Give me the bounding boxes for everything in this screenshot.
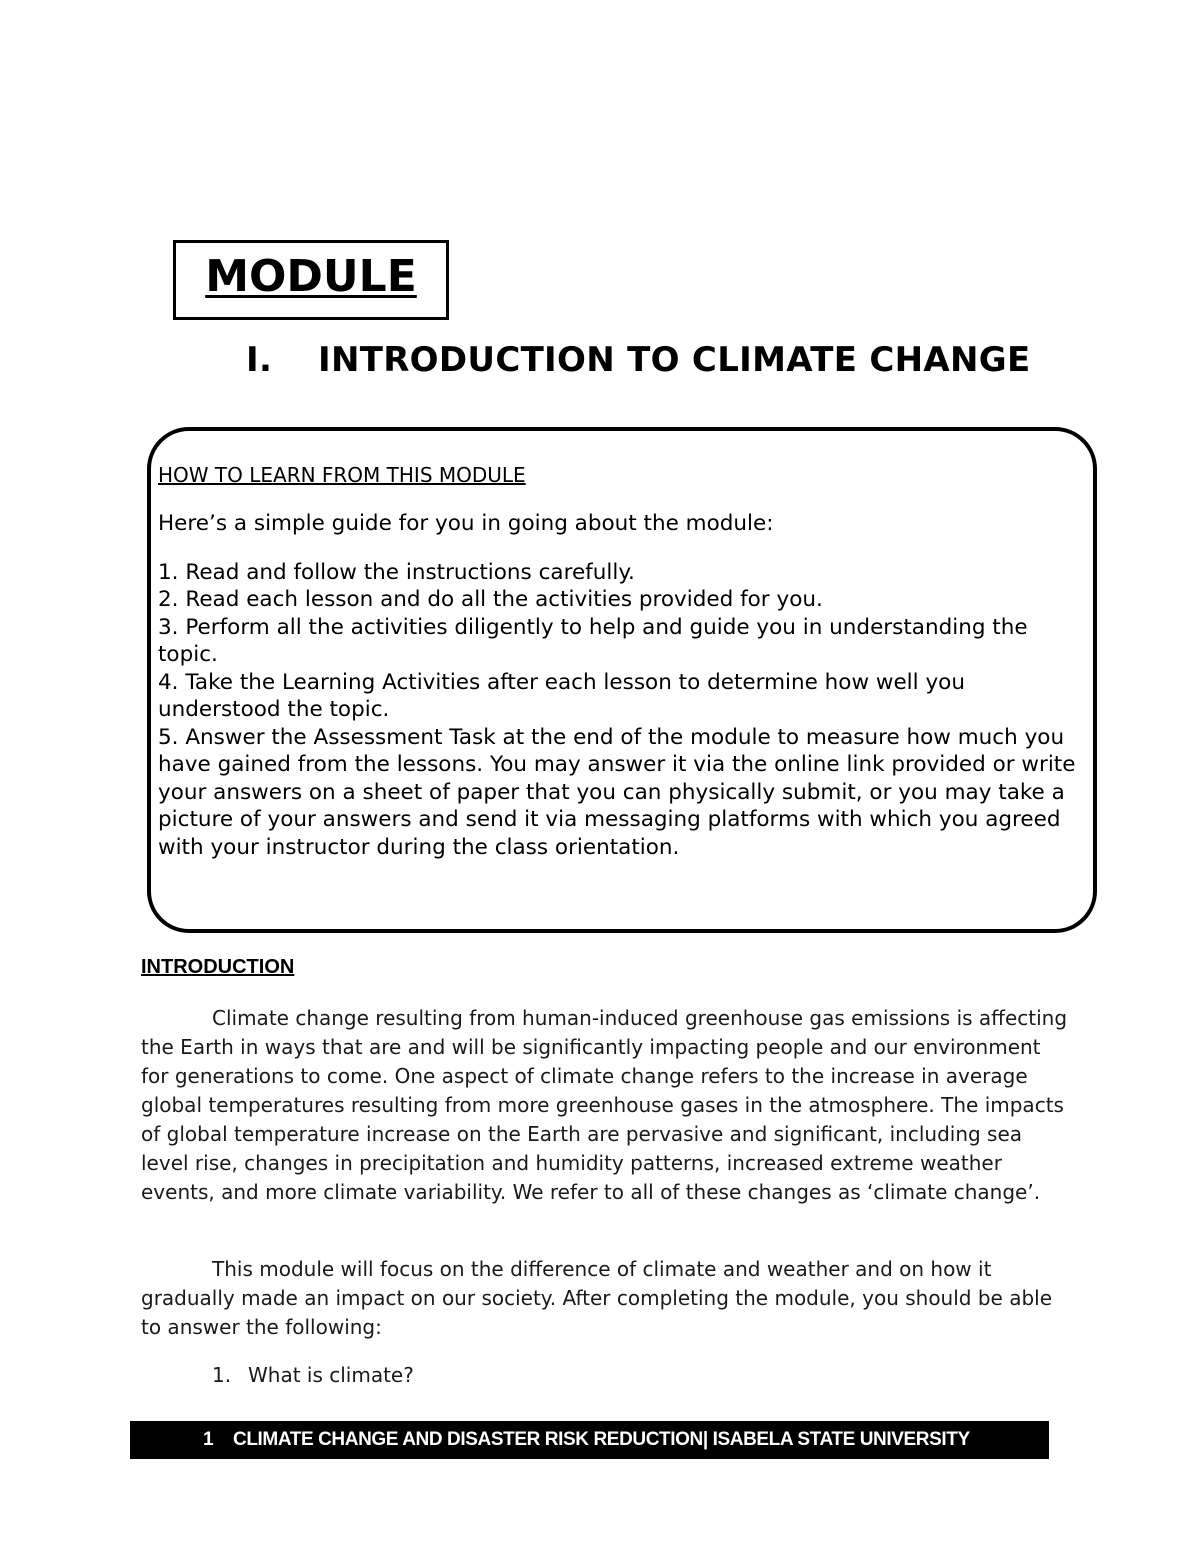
chapter-number: I. <box>246 340 273 380</box>
module-box <box>173 240 449 320</box>
guide-intro: Here’s a simple guide for you in going about the module: <box>158 511 774 536</box>
question-text: What is climate? <box>248 1363 414 1387</box>
guide-item: 5. Answer the Assessment Task at the end of the module to measure how much you have gained from the lessons. You may answer it via the online link provided or write your answers on a sheet of paper that you can physically submit, or you may take a picture of your answers and send it via messaging platforms with which you agreed with your instructor during the class orientation. <box>158 724 1076 860</box>
introduction-paragraph-2 <box>141 1255 1071 1342</box>
paragraph-text: Climate change resulting from human-induced greenhouse gas emissions is affecting the Earth in ways that are and will be significantly impacting people and our environment for generations to come. One aspect of climate change refers to the increase in average global temperatures resulting from more greenhouse gases in the atmosphere. The impacts of global temperature increase on the Earth are pervasive and significant, including sea level rise, changes in precipitation and humidity patterns, increased extreme weather events, and more climate variability. We refer to all of these changes as ‘climate change’. <box>141 1006 1068 1204</box>
guide-heading: HOW TO LEARN FROM THIS MODULE <box>158 463 526 487</box>
footer-text: CLIMATE CHANGE AND DISASTER RISK REDUCTION| ISABELA STATE UNIVERSITY <box>233 1429 970 1450</box>
introduction-paragraph-1 <box>141 1004 1071 1207</box>
chapter-title-text: INTRODUCTION TO CLIMATE CHANGE <box>318 340 1031 380</box>
question-item <box>212 1361 414 1390</box>
module-label: MODULE <box>205 250 417 302</box>
footer-bar <box>130 1421 1049 1459</box>
paragraph-text: This module will focus on the difference of climate and weather and on how it gradually made an impact on our society. After completing the module, you should be able to answer the following: <box>141 1257 1053 1339</box>
guide-list <box>158 559 1093 862</box>
introduction-heading: INTRODUCTION <box>141 956 295 978</box>
chapter-title <box>246 340 1030 380</box>
guide-item: 1. Read and follow the instructions carefully. <box>158 559 635 585</box>
guide-item: 4. Take the Learning Activities after each lesson to determine how well you understood the topic. <box>158 669 965 722</box>
guide-content <box>158 462 1093 861</box>
question-number: 1. <box>212 1363 232 1387</box>
guide-item: 3. Perform all the activities diligently to help and guide you in understanding the topic. <box>158 614 1028 667</box>
guide-item: 2. Read each lesson and do all the activities provided for you. <box>158 587 823 612</box>
footer-page-number: 1 <box>203 1429 214 1450</box>
